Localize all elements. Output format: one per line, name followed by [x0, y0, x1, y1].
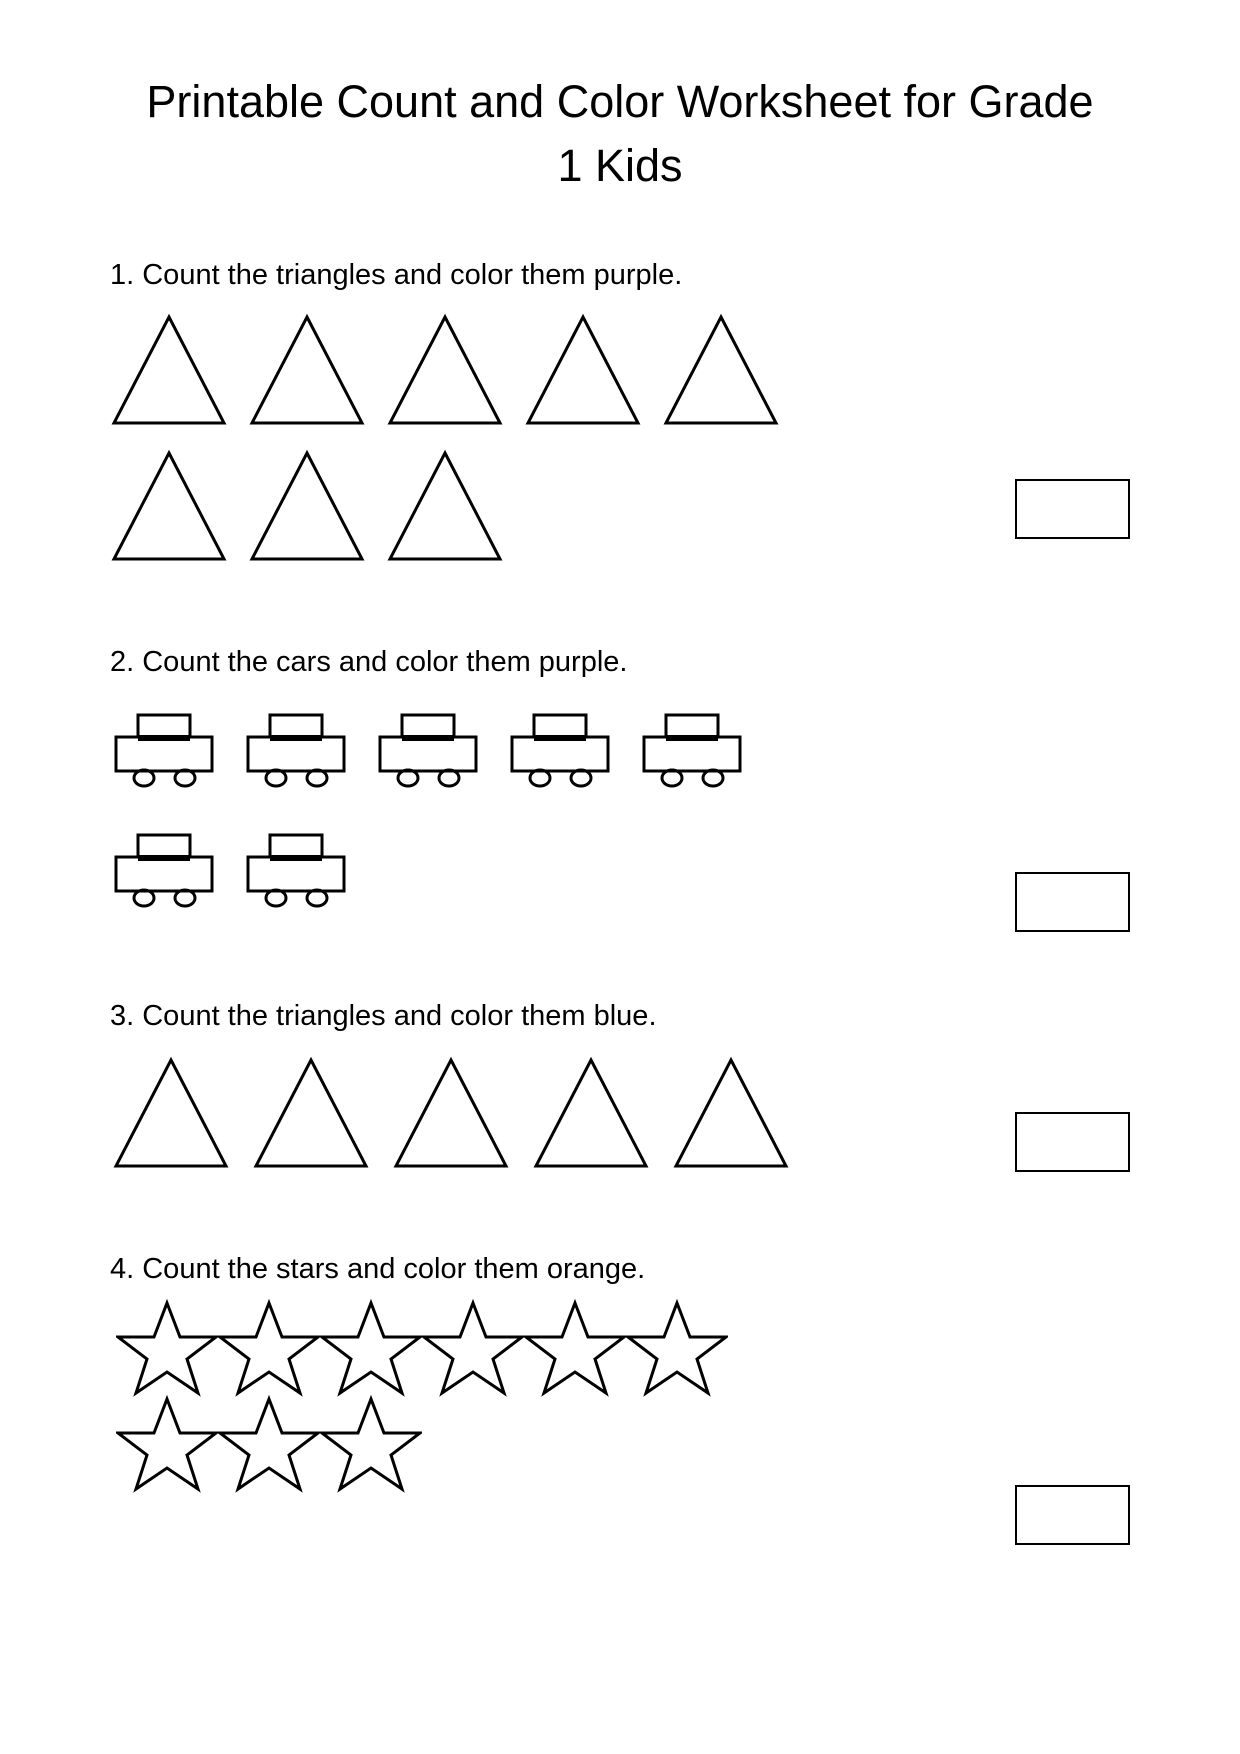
page-title: Printable Count and Color Worksheet for Grade 1 Kids: [146, 76, 1094, 191]
shape-row: [116, 1393, 1130, 1493]
triangle-outline-icon: [386, 311, 504, 429]
triangle-outline-icon: [110, 447, 228, 565]
problem-4-shapes: [110, 1297, 1130, 1493]
triangle-outline-icon: [392, 1054, 510, 1172]
answer-box-2[interactable]: [1015, 872, 1130, 932]
shape-row: [110, 827, 1130, 917]
car-outline-icon: [638, 707, 748, 797]
triangle-outline-icon: [386, 447, 504, 565]
triangle-outline-icon: [110, 311, 228, 429]
shape-row: [110, 447, 1130, 565]
car-outline-icon: [110, 707, 220, 797]
triangle-outline-icon: [524, 311, 642, 429]
problem-2: [110, 645, 1130, 918]
triangle-outline-icon: [112, 1054, 230, 1172]
triangle-outline-icon: [252, 1054, 370, 1172]
car-outline-icon: [374, 707, 484, 797]
triangle-outline-icon: [672, 1054, 790, 1172]
car-outline-icon: [506, 707, 616, 797]
star-outline-icon: [524, 1297, 626, 1397]
car-outline-icon: [242, 827, 352, 917]
problem-4: [110, 1252, 1130, 1493]
car-outline-icon: [110, 827, 220, 917]
triangle-outline-icon: [662, 311, 780, 429]
problem-3: [110, 999, 1130, 1172]
triangle-outline-icon: [248, 447, 366, 565]
triangle-outline-icon: [248, 311, 366, 429]
star-outline-icon: [116, 1393, 218, 1493]
triangle-outline-icon: [532, 1054, 650, 1172]
star-outline-icon: [626, 1297, 728, 1397]
star-outline-icon: [320, 1297, 422, 1397]
star-outline-icon: [218, 1393, 320, 1493]
answer-box-3[interactable]: [1015, 1112, 1130, 1172]
answer-box-4[interactable]: [1015, 1485, 1130, 1545]
answer-box-1[interactable]: [1015, 479, 1130, 539]
problem-2-prompt: 2. Count the cars and color them purple.: [110, 645, 628, 678]
problem-3-prompt: 3. Count the triangles and color them blue.: [110, 1000, 657, 1033]
problem-3-shapes: [110, 1054, 1130, 1172]
star-outline-icon: [320, 1393, 422, 1493]
car-outline-icon: [242, 707, 352, 797]
star-outline-icon: [116, 1297, 218, 1397]
shape-row: [110, 311, 1130, 429]
problem-2-shapes: [110, 707, 1130, 917]
problem-1-shapes: [110, 311, 1130, 565]
star-outline-icon: [422, 1297, 524, 1397]
problem-4-prompt: 4. Count the stars and color them orange.: [110, 1253, 646, 1286]
problem-1: [110, 258, 1130, 565]
shape-row: [110, 707, 1130, 797]
star-outline-icon: [218, 1297, 320, 1397]
problem-1-prompt: 1. Count the triangles and color them purple.: [110, 258, 683, 291]
shape-row: [112, 1054, 1130, 1172]
shape-row: [116, 1297, 1130, 1397]
